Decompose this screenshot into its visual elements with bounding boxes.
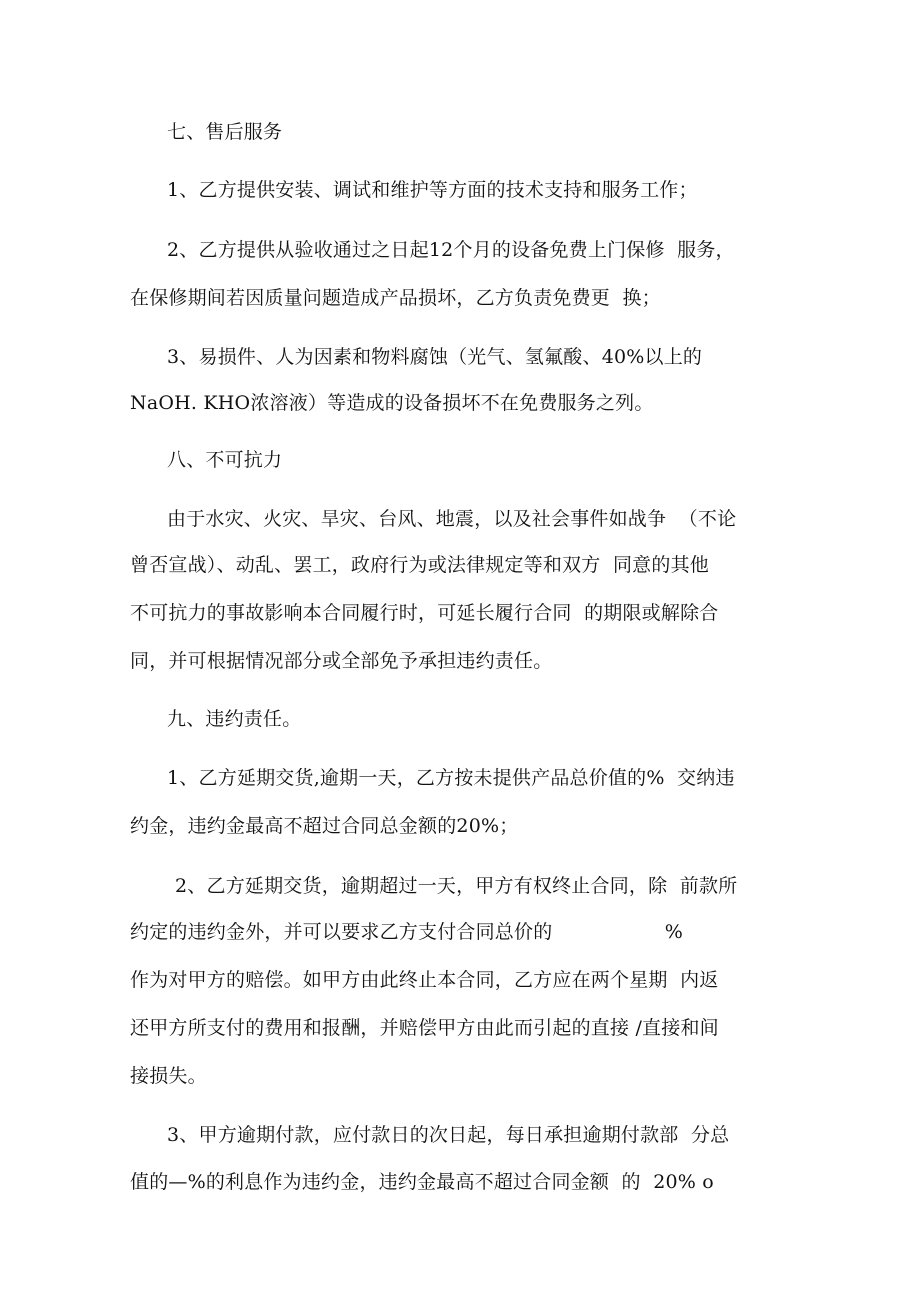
- paragraph-line: 作为对甲方的赔偿。如甲方由此终止本合同，乙方应在两个星期 内返: [130, 969, 719, 991]
- paragraph-line: 在保修期间若因质量问题造成产品损坏，乙方负责免费更 换；: [130, 287, 661, 309]
- paragraph-line: NaOH. KHO浓溶液）等造成的设备损坏不在免费服务之列。: [130, 392, 654, 414]
- paragraph-line: 约定的违约金外，并可以要求乙方支付合同总价的 %: [130, 921, 683, 943]
- paragraph-line: 接损失。: [130, 1065, 207, 1087]
- paragraph-line: 曾否宣战）、动乱、罢工，政府行为或法律规定等和双方 同意的其他: [130, 554, 709, 576]
- section-heading-after-sales: 七、售后服务: [167, 121, 283, 143]
- paragraph-line: 同，并可根据情况部分或全部免予承担违约责任。: [130, 650, 553, 672]
- paragraph-line: 约金，违约金最高不超过合同总金额的20%；: [130, 815, 519, 837]
- paragraph-line: 由于水灾、火灾、旱灾、台风、地震，以及社会事件如战争 （不论: [167, 508, 737, 530]
- section-heading-force-majeure: 八、不可抗力: [167, 449, 283, 471]
- paragraph-line: 1、乙方延期交货,逾期一天，乙方按未提供产品总价值的% 交纳违: [167, 767, 735, 789]
- section-heading-breach-liability: 九、违约责任。: [167, 708, 302, 730]
- paragraph-line: 1、乙方提供安装、调试和维护等方面的技术支持和服务工作；: [167, 179, 698, 201]
- paragraph-line: 值的—%的利息作为违约金，违约金最高不超过合同金额 的 20% o: [130, 1171, 714, 1193]
- paragraph-line: 3、甲方逾期付款，应付款日的次日起，每日承担逾期付款部 分总: [167, 1124, 730, 1146]
- paragraph-line: 3、易损件、人为因素和物料腐蚀（光气、氢氟酸、40%以上的: [167, 346, 703, 368]
- paragraph-line: 还甲方所支付的费用和报酬，并赔偿甲方由此而引起的直接 /直接和间: [130, 1017, 719, 1039]
- paragraph-line: 2、乙方延期交货，逾期超过一天，甲方有权终止合同，除 前款所: [175, 875, 738, 897]
- paragraph-line: 不可抗力的事故影响本合同履行时，可延长履行合同 的期限或解除合: [130, 602, 719, 624]
- paragraph-line: 2、乙方提供从验收通过之日起12个月的设备免费上门保修 服务，: [167, 239, 735, 261]
